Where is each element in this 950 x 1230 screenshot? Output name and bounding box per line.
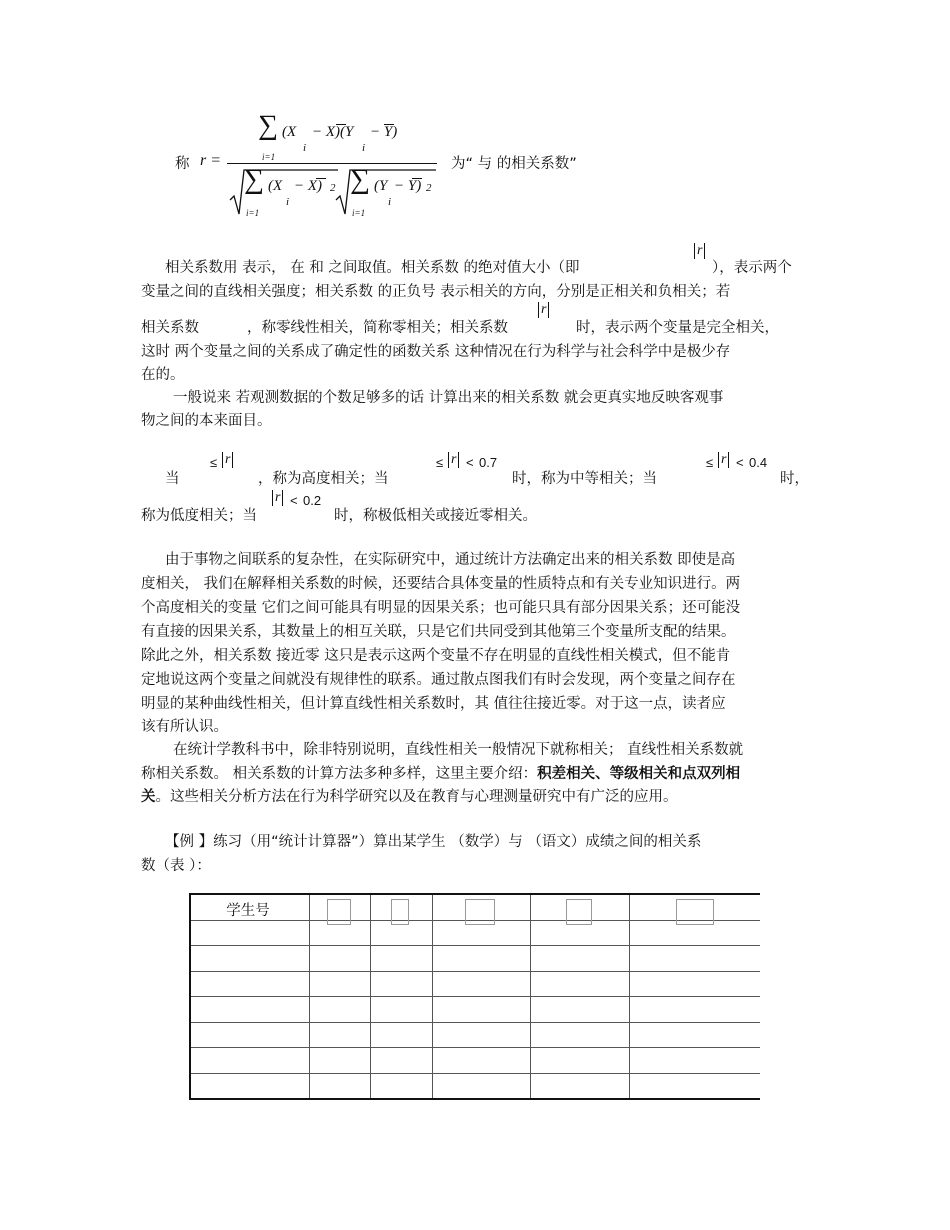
para3-line6: 定地说这两个变量之间就没有规律性的联系。通过散点图我们有时会发现，两个变量之间存在 — [141, 672, 736, 688]
table-row — [190, 1048, 760, 1074]
table-cell — [371, 997, 433, 1023]
den-right-term-2: − Y) — [394, 178, 422, 194]
den-right-term: (Y — [374, 178, 388, 194]
table-cell — [531, 1073, 630, 1099]
table-row — [190, 1022, 760, 1048]
table-cell — [433, 997, 531, 1023]
level-verylow-r-var: r — [272, 490, 283, 506]
para3-line2: 度相关， 我们在解释相关系数的时候，还要结合具体变量的性质特点和有关专业知识进行。两 — [141, 576, 741, 592]
numerator-sub-1: i — [303, 142, 307, 154]
para1-line5: 在的。 — [141, 367, 185, 383]
para3-line4: 有直接的因果关系，其数量上的相互关联，只是它们共同受到其他第三个变量所支配的结果。 — [141, 624, 736, 640]
level-high-text: ，称为高度相关；当 — [258, 471, 389, 487]
level-dang: 当 — [165, 471, 180, 487]
table-cell — [310, 1022, 371, 1048]
header-cell — [310, 894, 371, 920]
den-ybar-overline — [412, 178, 422, 179]
table-cell — [190, 1073, 310, 1099]
abs-r-1 — [694, 243, 705, 259]
table-cell — [371, 971, 433, 997]
level-verylow-text: 时，称极低相关或接近零相关。 — [334, 508, 537, 524]
abs-r-1-var: r — [694, 243, 705, 259]
den-right-sub: i — [388, 196, 392, 208]
level-verylow-r — [272, 490, 283, 506]
para4-line2-bold: 积差相关、等级相关和点双列相 — [537, 766, 741, 782]
den-left-sigma: ∑ — [244, 164, 264, 195]
table-cell — [310, 997, 371, 1023]
table-cell — [190, 1048, 310, 1074]
table-cell — [433, 1022, 531, 1048]
para1-line4: 这时 两个变量之间的关系成了确定性的函数关系 这种情况在行为科学与社会科学中是极少存 — [141, 344, 731, 360]
table-row — [190, 1073, 760, 1099]
para2-line1: 一般说来 若观测数据的个数足够多的话 计算出来的相关系数 就会更真实地反映客观事 — [173, 390, 724, 406]
numerator-sigma: ∑ — [258, 110, 278, 141]
table-row — [190, 920, 760, 946]
table-cell — [310, 1048, 371, 1074]
table-cell — [371, 1022, 433, 1048]
abs-r-2 — [538, 302, 549, 318]
level-verylow-value: 0.2 — [303, 493, 322, 508]
para1-line3a: 相关系数 — [141, 320, 199, 336]
header-cell — [630, 894, 761, 920]
para3-line8: 该有所认识。 — [141, 719, 228, 735]
table-cell — [433, 971, 531, 997]
para1-line1: 相关系数用 表示， 在 和 之间取值。相关系数 的绝对值大小（即 — [165, 260, 580, 276]
formula-lhs: r = — [200, 152, 222, 169]
table-cell — [310, 920, 371, 946]
header-student-no-label: 学生号 — [226, 902, 270, 919]
table-cell — [433, 1048, 531, 1074]
para2-line2: 物之间的本来面目。 — [141, 413, 272, 429]
table-cell — [630, 1022, 761, 1048]
den-left-term: (X — [268, 178, 283, 194]
table-header-row — [190, 894, 760, 920]
table-cell — [371, 946, 433, 972]
para1-line2: 变量之间的直线相关强度；相关系数 的正负号 表示相关的方向，分别是正相关和负相关；若 — [141, 284, 731, 300]
den-left-power: 2 — [330, 182, 336, 194]
table-cell — [531, 1048, 630, 1074]
level-mid-le: ≤ — [436, 455, 444, 470]
para4-line3-bold: 关 — [141, 789, 156, 805]
table-cell — [310, 971, 371, 997]
header-student-no — [190, 894, 310, 920]
level-high-r — [222, 452, 233, 468]
level-verylow-lt: < — [290, 493, 298, 508]
level-low-lt: < — [736, 455, 744, 470]
header-cell — [371, 894, 433, 920]
example-line1: 【例 】练习（用“统计计算器”）算出某学生 （数学）与 （语文）成绩之间的相关系 — [165, 834, 702, 850]
para3-line5: 除此之外，相关系数 接近零 这只是表示这两个变量不存在明显的直线性相关模式，但不能肯 — [141, 648, 731, 664]
table-cell — [190, 946, 310, 972]
table-row — [190, 997, 760, 1023]
para4-line3-rest: 。这些相关分析方法在行为科学研究以及在教育与心理测量研究中有广泛的应用。 — [155, 789, 678, 805]
para3-line7: 明显的某种曲线性相关，但计算直线性相关系数时，其 值往往接近零。对于这一点，读者应 — [141, 696, 726, 712]
table-cell — [433, 946, 531, 972]
den-left-index: i=1 — [246, 208, 260, 218]
table-cell — [190, 1022, 310, 1048]
den-right-sigma: ∑ — [350, 164, 370, 195]
formula-suffix: 为“ 与 的相关系数” — [451, 156, 577, 172]
level-low-le: ≤ — [706, 455, 714, 470]
para4-line2 — [141, 764, 740, 784]
para1-line3b: ，称零线性相关，简称零相关；相关系数 — [247, 320, 508, 336]
abs-r-2-var: r — [538, 302, 549, 318]
table-cell — [630, 920, 761, 946]
den-right-power: 2 — [426, 182, 432, 194]
para3-line3: 个高度相关的变量 它们之间可能具有明显的因果关系；也可能只具有部分因果关系；还可能没 — [141, 600, 741, 616]
table-cell — [190, 971, 310, 997]
numerator-index: i=1 — [262, 152, 276, 162]
xbar-overline — [336, 124, 346, 125]
level-mid-lt: < — [466, 455, 474, 470]
level-low-r-var: r — [718, 452, 729, 468]
level-mid-r — [448, 452, 459, 468]
level-low-text: 称为低度相关；当 — [141, 508, 257, 524]
table-cell — [433, 1073, 531, 1099]
level-low-r — [718, 452, 729, 468]
numerator-sub-2: i — [362, 142, 366, 154]
level-low-shi: 时， — [780, 471, 809, 487]
level-high-r-var: r — [222, 452, 233, 468]
den-left-sub: i — [286, 196, 290, 208]
numerator-term-3: − Y) — [370, 124, 398, 140]
table-cell — [371, 1048, 433, 1074]
den-left-term-2: − X) — [294, 178, 323, 194]
table-cell — [371, 920, 433, 946]
table-cell — [531, 997, 630, 1023]
table-cell — [190, 997, 310, 1023]
table-cell — [630, 1048, 761, 1074]
table-cell — [630, 1073, 761, 1099]
para3-line1: 由于事物之间联系的复杂性，在实际研究中，通过统计方法确定出来的相关系数 即使是高 — [165, 552, 736, 568]
table-cell — [371, 1073, 433, 1099]
table-cell — [630, 971, 761, 997]
level-mid-text: 时，称为中等相关；当 — [512, 471, 657, 487]
den-right-index: i=1 — [352, 208, 366, 218]
table-cell — [531, 971, 630, 997]
student-scores-table — [189, 893, 760, 1100]
para4-line3 — [141, 787, 678, 807]
table-cell — [630, 997, 761, 1023]
header-cell — [531, 894, 630, 920]
table-cell — [531, 946, 630, 972]
table-cell — [190, 920, 310, 946]
numerator-term-1: (X — [282, 124, 297, 140]
ybar-overline — [384, 124, 394, 125]
table-cell — [531, 920, 630, 946]
para1-line3c: 时，表示两个变量是完全相关， — [576, 320, 779, 336]
table-cell — [531, 1022, 630, 1048]
table-cell — [310, 946, 371, 972]
para4-line2-start: 称相关系数。 相关系数的计算方法多种多样，这里主要介绍： — [141, 766, 538, 782]
numerator-term-2: − X)(Y — [312, 124, 354, 140]
formula-prefix: 称 — [175, 156, 190, 172]
table-cell — [433, 920, 531, 946]
para4-line1: 在统计学教科书中，除非特别说明，直线性相关一般情况下就称相关； 直线性相关系数就 — [173, 742, 744, 758]
para1-line1-end: ），表示两个 — [712, 260, 792, 276]
level-low-value: 0.4 — [749, 455, 768, 470]
table-cell — [630, 946, 761, 972]
den-xbar-overline — [316, 178, 326, 179]
table-cell — [310, 1073, 371, 1099]
level-high-le: ≤ — [210, 455, 218, 470]
level-mid-value: 0.7 — [479, 455, 498, 470]
table-row — [190, 971, 760, 997]
example-line2: 数（表 ）： — [141, 858, 211, 874]
level-mid-r-var: r — [448, 452, 459, 468]
header-cell — [433, 894, 531, 920]
table-row — [190, 946, 760, 972]
